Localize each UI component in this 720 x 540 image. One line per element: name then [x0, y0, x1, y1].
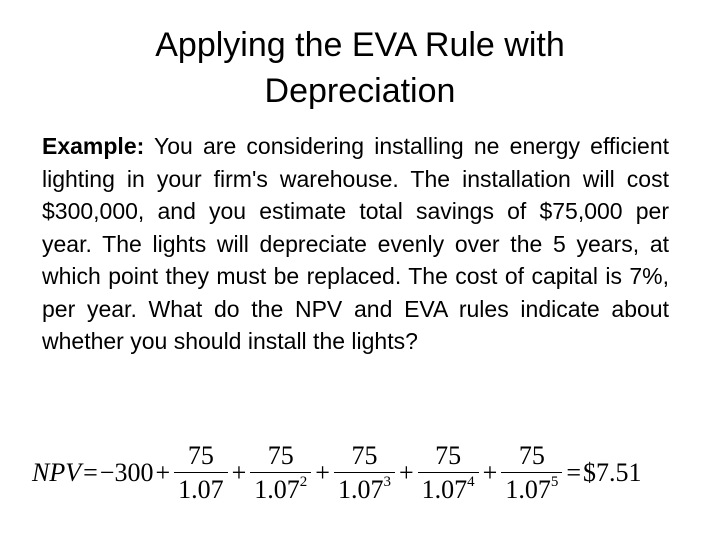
plus-sign: + — [231, 458, 247, 487]
term-numerator: 75 — [518, 440, 545, 470]
equation-lhs: NPV — [32, 458, 82, 487]
example-label: Example: — [42, 133, 145, 159]
plus-sign: + — [482, 458, 498, 487]
term-numerator: 75 — [435, 440, 462, 470]
fraction-term-2 — [250, 442, 311, 505]
equals-sign: = — [566, 458, 581, 487]
term-denominator: 1.07$^5$ — [505, 473, 559, 504]
example-text: You are considering installing ne energy efficient lighting in your firm's warehouse. The installation will cost $300,000, and you estimate total savings of $75,000 per year. The lights will depreciate evenly over the 5 years, at which point they must be replaced. The cost of capital is 7%, per year. What do the NPV and EVA rules indicate about whether you should install the lights? — [42, 133, 669, 354]
example-paragraph — [42, 130, 669, 358]
term-denominator: 1.07$^3$ — [337, 473, 391, 504]
title-line-1: Applying the EVA Rule with — [155, 26, 565, 64]
term-numerator: 75 — [187, 440, 214, 470]
plus-sign: + — [398, 458, 414, 487]
equals-sign: = — [83, 458, 98, 487]
slide-title — [60, 22, 660, 114]
npv-equation — [32, 433, 712, 513]
plus-sign: + — [155, 458, 171, 487]
fraction-term-3 — [334, 442, 395, 505]
fraction-term-4 — [418, 442, 479, 505]
title-line-2: Depreciation — [264, 72, 456, 110]
fraction-term-1 — [174, 442, 228, 505]
fraction-term-5 — [501, 442, 562, 505]
initial-cost: −300 — [99, 458, 154, 487]
term-denominator: 1.07$^4$ — [421, 473, 475, 504]
term-denominator: 1.07 — [178, 474, 224, 504]
term-numerator: 75 — [267, 440, 294, 470]
plus-sign: + — [315, 458, 330, 487]
term-denominator: 1.07$^2$ — [254, 473, 308, 504]
npv-result: $7.51 — [582, 458, 642, 487]
term-numerator: 75 — [351, 440, 378, 470]
